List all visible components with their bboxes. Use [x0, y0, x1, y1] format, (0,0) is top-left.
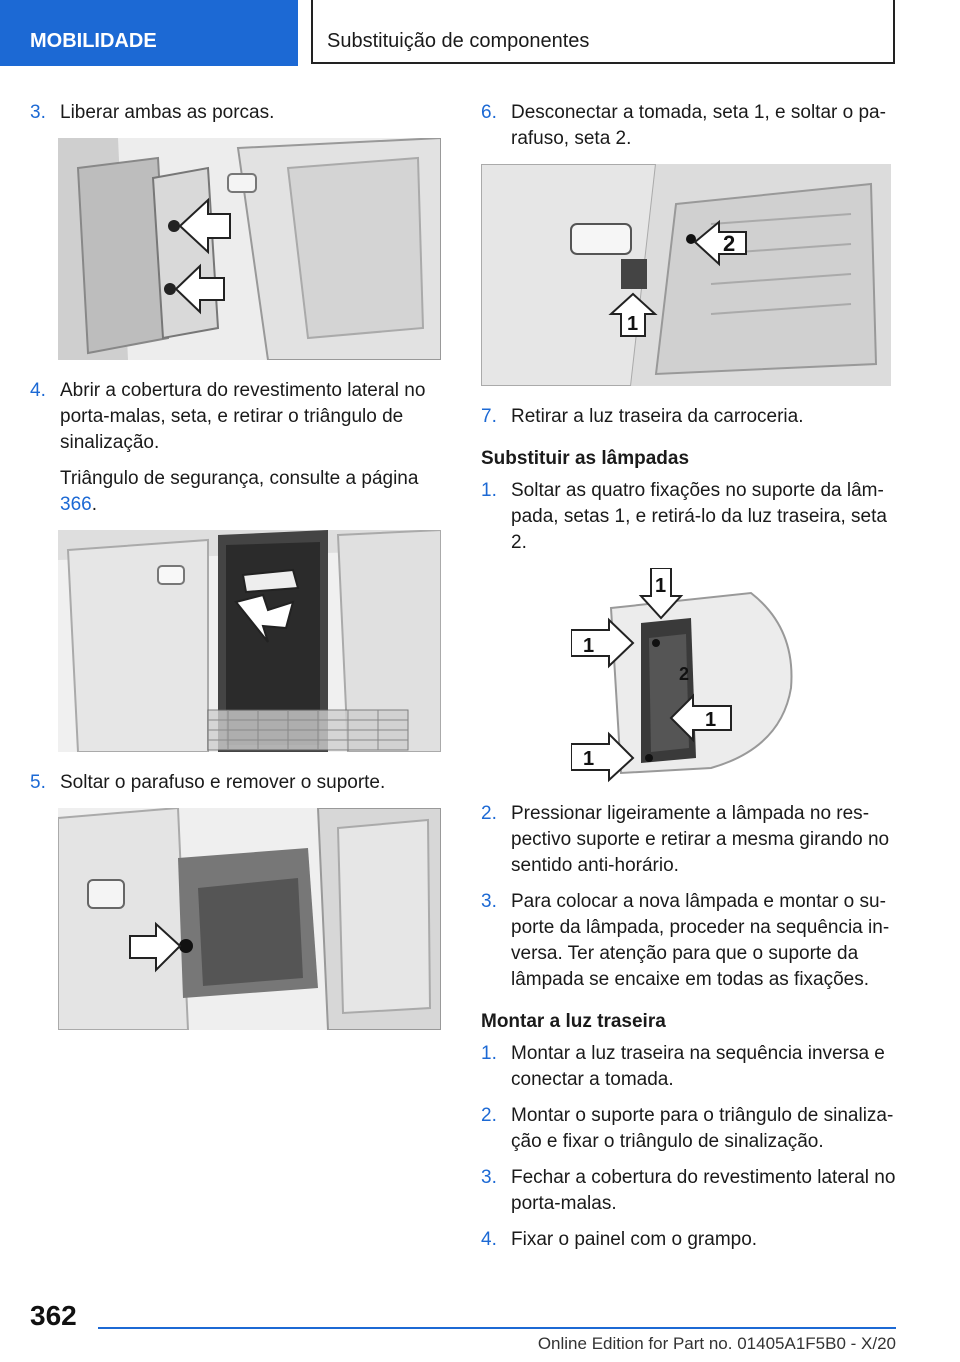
step-number: 5. — [30, 772, 46, 793]
step-number: 6. — [481, 102, 497, 123]
bulbs-step-1 — [481, 478, 896, 556]
subhead-mount-tail-light: Montar a luz traseira — [481, 1011, 666, 1032]
callout-label-1: 1 — [627, 313, 639, 335]
step-6-right — [481, 100, 896, 152]
step-7-right — [481, 404, 896, 430]
note-end: . — [91, 494, 97, 515]
callout-label-1: 1 — [583, 635, 595, 657]
subhead-replace-bulbs: Substituir as lâmpadas — [481, 448, 690, 469]
step-3-left — [30, 100, 445, 126]
step-5-left — [30, 770, 445, 796]
step-number: 2. — [481, 1105, 497, 1126]
footer-edition: Online Edition for Part no. 01405A1F5B0 - X/20 — [537, 1334, 896, 1353]
bulbs-step-3 — [481, 889, 896, 993]
callout-label-1: 1 — [705, 709, 717, 731]
footer-divider — [98, 1327, 896, 1329]
step-text: Abrir a cobertura do revestimento lateral no porta-malas, seta, e retirar o triângulo de sinalização. — [60, 380, 426, 453]
step-number: 4. — [30, 380, 46, 401]
step-text: Soltar as quatro fixações no suporte da lâmpada, setas 1, e retirá-lo da luz traseira, seta 2. — [511, 480, 887, 553]
step-number: 3. — [481, 1167, 497, 1188]
page-link-366[interactable]: 366 — [60, 494, 92, 515]
header-section-tab[interactable]: MOBILIDADE — [0, 0, 298, 66]
figure-rear-nuts — [58, 138, 441, 360]
mount-step-4 — [481, 1227, 896, 1253]
callout-label-2: 2 — [723, 231, 736, 256]
callout-label-1: 1 — [655, 575, 667, 597]
step-number: 1. — [481, 480, 497, 501]
step-number: 4. — [481, 1229, 497, 1250]
mount-step-1 — [481, 1041, 896, 1093]
step-text: Montar a luz traseira na sequência inversa e conectar a tomada. — [511, 1043, 885, 1090]
step-text: Pressionar ligeiramente a lâmpada no respectivo suporte e retirar a mesma girando no sentido anti-horário. — [511, 803, 890, 876]
step-text: Montar o suporte para o triângulo de sinalização e fixar o triângulo de sinalização. — [511, 1105, 894, 1152]
step-text: Soltar o parafuso e remover o suporte. — [60, 772, 386, 793]
step-text: Fechar a cobertura do revestimento lateral no porta-malas. — [511, 1167, 896, 1214]
figure-trunk-cover — [58, 530, 441, 752]
step-text: Retirar a luz traseira da carroceria. — [511, 406, 804, 427]
step-number: 3. — [30, 102, 46, 123]
right-column — [481, 100, 896, 1263]
mount-step-3 — [481, 1165, 896, 1217]
bulbs-step-2 — [481, 801, 896, 879]
note-text: Triângulo de segurança, consulte a página — [60, 468, 419, 489]
step-number: 3. — [481, 891, 497, 912]
callout-label-1: 1 — [583, 748, 595, 770]
mount-step-2 — [481, 1103, 896, 1155]
header-chapter-title: Substituição de componentes — [311, 0, 895, 64]
step-text: Para colocar a nova lâmpada e montar o suporte da lâmpada, proceder na sequência inversa. Ter atenção para que o suporte da lâmpada se encaixe em todas as fixações. — [511, 891, 890, 990]
left-column — [30, 100, 445, 1048]
figure-bracket-screw — [58, 808, 441, 1030]
step-number: 1. — [481, 1043, 497, 1064]
step-text: Fixar o painel com o grampo. — [511, 1229, 758, 1250]
figure-bulb-holder — [571, 568, 801, 783]
step-text: Desconectar a tomada, seta 1, e soltar o parafuso, seta 2. — [511, 102, 886, 149]
step-number: 7. — [481, 406, 497, 427]
step-4-note — [30, 466, 445, 518]
step-number: 2. — [481, 803, 497, 824]
page-number: 362 — [30, 1300, 77, 1331]
step-4-left — [30, 378, 445, 456]
step-text: Liberar ambas as porcas. — [60, 102, 275, 123]
figure-tail-light-connector — [481, 164, 891, 386]
callout-label-2: 2 — [679, 664, 690, 684]
